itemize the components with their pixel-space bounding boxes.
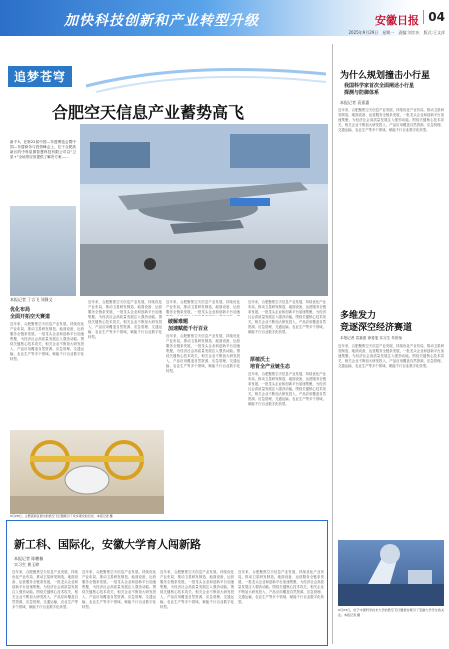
lead-story-author: 本报记者 丁言飞 刘静文 — [10, 297, 53, 302]
banner-wave-decoration — [6, 56, 326, 96]
telescope-illustration — [338, 540, 444, 606]
lead-story-deck: 新千3，在第22届中国—东盟博览会暨中国—东盟商务与投资峰会上，位于合肥高新区的中科星图智慧科技有限公司以“卫星+”全场景应用提供了解决方案…… — [10, 140, 76, 159]
right-story-title: 为什么规划撞击小行星 — [340, 71, 431, 81]
aircraft-photo-caption: 9月28日，合肥高新区展出的低空飞行器吸引了众多观众的目光。本报记者 摄 — [10, 514, 113, 518]
bottom-story-author-2: 实习生 黄玉婷 — [14, 562, 40, 567]
lead-body-col3-top: 近年来，合肥聚焦空天信息产业发展，持续优化产业布局，推动卫星研发制造、地面设备、运营服务全链条发展，一批龙头企业和创新平台加速 — [166, 300, 240, 314]
bottom-body-col1: 近年来，合肥聚焦空天信息产业发展，持续优化产业布局，推动卫星研发制造、地面设备、运营服务全链条发展，一批龙头企业和创新平台加速集聚，为经济社会高质量发展注入强劲动能。围绕关键核心技术攻关，相关企业不断加大研发投入，产品应用覆盖自然资源、应急管理、交通运输、农业生产等多个领域，赋能千行百业数字化转型。 — [12, 570, 78, 609]
lead-body-col2: 近年来，合肥聚焦空天信息产业发展，持续优化产业布局，推动卫星研发制造、地面设备、运营服务全链条发展，一批龙头企业和创新平台加速集聚，为经济社会高质量发展注入强劲动能。围绕关键核心技术攻关，相关企业不断加大研发投入，产品应用覆盖自然资源、应急管理、交通运输、农业生产等多个领域，赋能千行百业数字化转型。 — [88, 300, 162, 339]
bottom-story-title: 新工科、国际化，安徽大学育人闯新路 — [14, 538, 201, 551]
aircraft-illustration — [10, 430, 164, 514]
bottom-story-author-1: 本报记者 陈鹏楠 — [14, 556, 44, 561]
drone-illustration — [80, 124, 328, 296]
lead-story-tag: 追梦苍穹 — [8, 66, 72, 87]
newspaper-brand: 安徽日报 — [375, 14, 419, 27]
right-story-author: 本报记者 袁嘉惠 — [340, 100, 370, 105]
lead-body-col1: 近年来，合肥聚焦空天信息产业发展，持续优化产业布局，推动卫星研发制造、地面设备、运营服务全链条发展，一批龙头企业和创新平台加速集聚，为经济社会高质量发展注入强劲动能。围绕关键核心技术攻关，相关企业不断加大研发投入，产品应用覆盖自然资源、应急管理、交通运输、农业生产等多个领域，赋能千行百业数字化转型。 — [10, 322, 84, 361]
bottom-body-col2: 近年来，合肥聚焦空天信息产业发展，持续优化产业布局，推动卫星研发制造、地面设备、运营服务全链条发展，一批龙头企业和创新平台加速集聚，为经济社会高质量发展注入强劲动能。围绕关键核心技术攻关，相关企业不断加大研发投入，产品应用覆盖自然资源、应急管理、交通运输、农业生产等多个领域，赋能千行百业数字化转型。 — [82, 570, 156, 609]
lead-body-col4-top: 近年来，合肥聚焦空天信息产业发展，持续优化产业布局，推动卫星研发制造、地面设备、运营服务全链条发展，一批龙头企业和创新平台加速集聚，为经济社会高质量发展注入强劲动能。围绕关键核心技术攻关，相关企业不断加大研发投入，产品应用覆盖自然资源、应急管理、交通运输、农业生产等多个领域，赋能千行百业数字化转型。 — [248, 300, 326, 334]
lead-subhead-1b: 全面开拓空天赛道 — [10, 314, 51, 320]
second-right-author: 本报记者 袁嘉惠 徐斐斐 实习生 朱欣怡 — [340, 336, 403, 340]
bottom-body-col4: 近年来，合肥聚焦空天信息产业发展，持续优化产业布局，推动卫星研发制造、地面设备、运营服务全链条发展，一批龙头企业和创新平台加速集聚，为经济社会高质量发展注入强劲动能。围绕关键核心技术攻关，相关企业不断加大研发投入，产品应用覆盖自然资源、应急管理、交通运输、农业生产等多个领域，赋能千行百业数字化转型。 — [238, 570, 324, 604]
date-line: 2025年9月29日 星期一 责编:刘宗庆 版式:王文祥 — [348, 30, 445, 35]
low-altitude-aircraft-photo — [10, 430, 164, 514]
lead-subhead-1: 优化布局 — [10, 307, 31, 313]
second-right-title-2: 竞逐深空经济赛道 — [340, 323, 413, 333]
drone-exhibition-photo — [80, 124, 328, 296]
bottom-body-col3: 近年来，合肥聚焦空天信息产业发展，持续优化产业布局，推动卫星研发制造、地面设备、运营服务全链条发展，一批龙头企业和创新平台加速集聚，为经济社会高质量发展注入强劲动能。围绕关键核心技术攻关，相关企业不断加大研发投入，产品应用覆盖自然资源、应急管理、交通运输、农业生产等多个领域，赋能千行百业数字化转型。 — [160, 570, 234, 609]
telescope-photo-caption: 9月23日，位于中国科学技术大学的低空飞行器展台吸引了安徽大学学生的关注。本报记者 摄 — [338, 608, 444, 617]
lead-subhead-2b: 加速赋能千行百业 — [168, 326, 209, 332]
section-title: 加快科技创新和产业转型升级 — [64, 13, 259, 29]
second-right-title-1: 多维发力 — [340, 311, 377, 321]
drone-exhibition-photo-left — [10, 206, 76, 296]
lead-subhead-3b: 培育全产业链生态 — [250, 364, 291, 370]
lead-subhead-3: 厚植沃土 — [250, 357, 271, 363]
second-right-body: 近年来，合肥聚焦空天信息产业发展，持续优化产业布局，推动卫星研发制造、地面设备、运营服务全链条发展，一批龙头企业和创新平台加速集聚，为经济社会高质量发展注入强劲动能。围绕关键核心技术攻关，相关企业不断加大研发投入，产品应用覆盖自然资源、应急管理、交通运输、农业生产等多个领域，赋能千行百业数字化转型。 — [338, 344, 444, 368]
lead-body-col4: 近年来，合肥聚焦空天信息产业发展，持续优化产业布局，推动卫星研发制造、地面设备、运营服务全链条发展，一批龙头企业和创新平台加速集聚，为经济社会高质量发展注入强劲动能。围绕关键核心技术攻关，相关企业不断加大研发投入，产品应用覆盖自然资源、应急管理、交通运输、农业生产等多个领域，赋能千行百业数字化转型。 — [248, 372, 326, 406]
lead-story-title: 合肥空天信息产业蓄势高飞 — [52, 103, 245, 122]
column-divider — [332, 44, 333, 644]
telescope-photo — [338, 540, 444, 606]
right-story-body: 近年来，合肥聚焦空天信息产业发展，持续优化产业布局，推动卫星研发制造、地面设备、运营服务全链条发展，一批龙头企业和创新平台加速集聚，为经济社会高质量发展注入强劲动能。围绕关键核心技术攻关，相关企业不断加大研发投入，产品应用覆盖自然资源、应急管理、交通运输、农业生产等多个领域，赋能千行百业数字化转型。 — [338, 108, 444, 132]
lead-body-col3: 近年来，合肥聚焦空天信息产业发展，持续优化产业布局，推动卫星研发制造、地面设备、运营服务全链条发展，一批龙头企业和创新平台加速集聚，为经济社会高质量发展注入强劲动能。围绕关键核心技术攻关，相关企业不断加大研发投入，产品应用覆盖自然资源、应急管理、交通运输、农业生产等多个领域，赋能千行百业数字化转型。 — [166, 334, 240, 373]
right-story-subtitle-1: 我国科学家首次全面阐述小行星 — [344, 83, 415, 89]
page-number: 04 — [423, 10, 445, 24]
right-story-subtitle-2: 探测与防御体系 — [344, 90, 380, 96]
lead-subhead-2: 破解难题 — [168, 319, 189, 325]
